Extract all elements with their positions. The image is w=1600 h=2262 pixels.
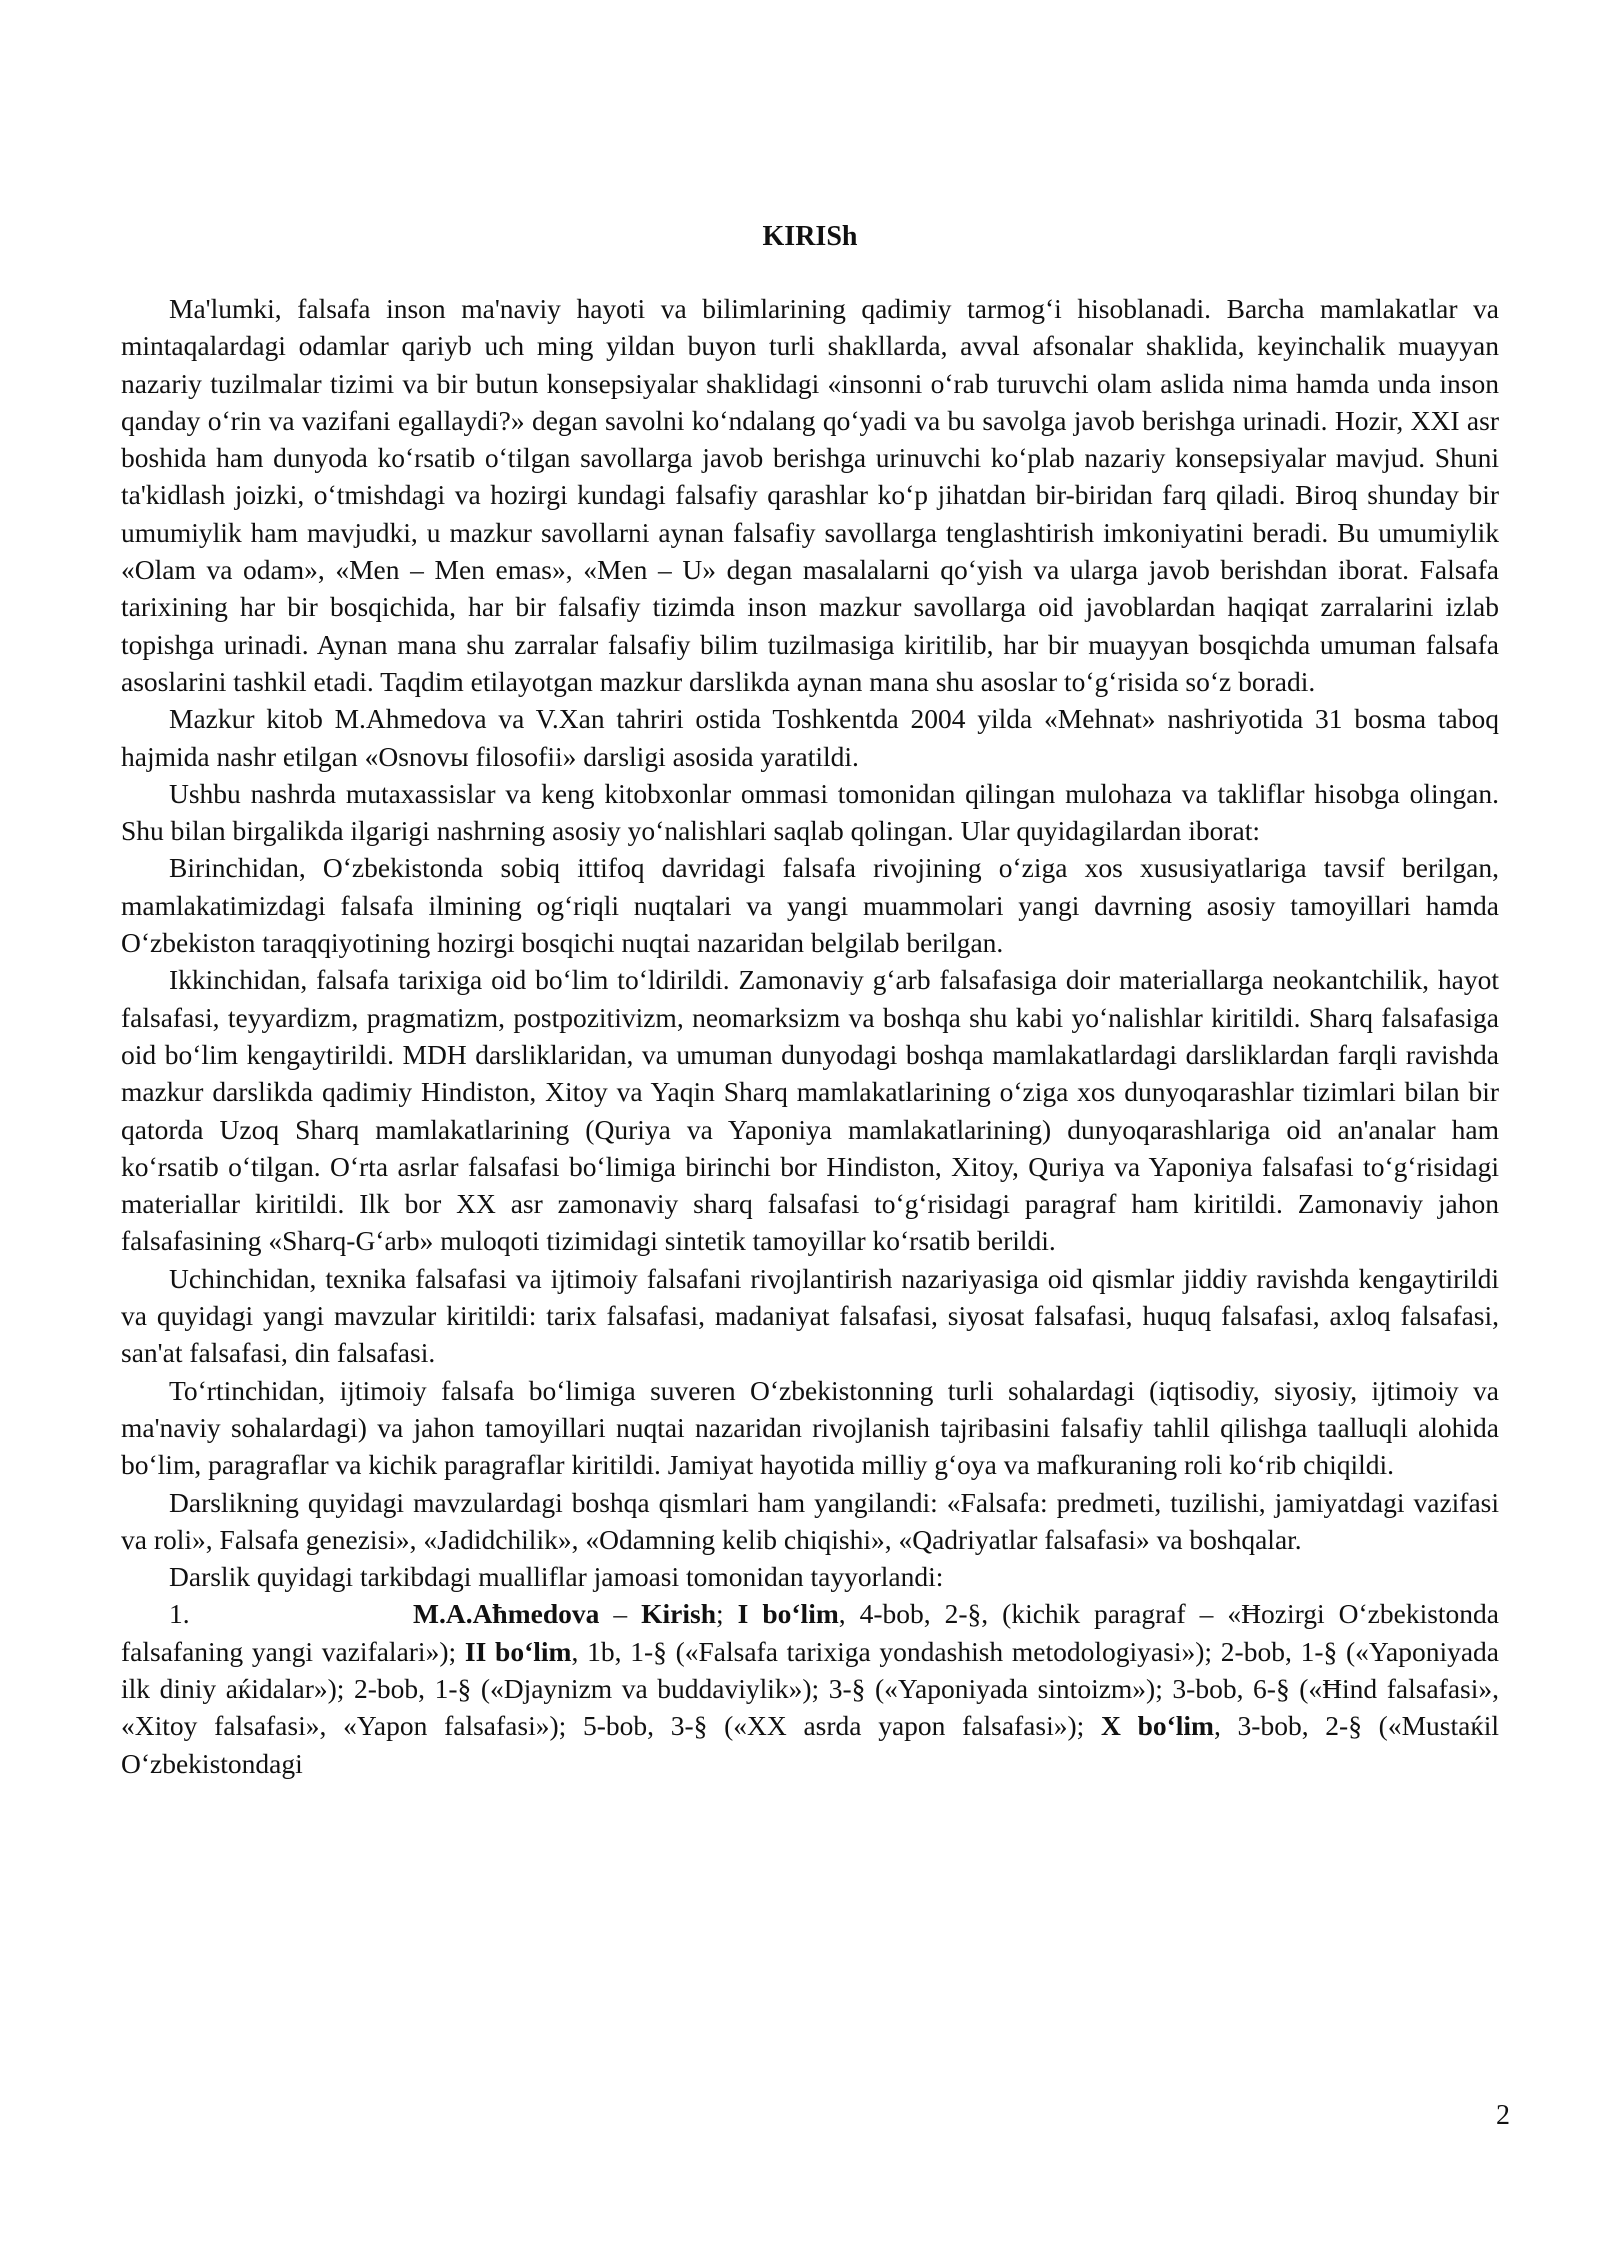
paragraph-edition-notes: Ushbu nashrda mutaxassislar va keng kitobxonlar ommasi tomonidan qilingan mulohaza va takliflar hisobga olingan. Shu bilan birgalikda ilgarigi nashrning asosiy yo‘nalishlari saqlab qolingan. Ular quyidagilardan iborat: — [121, 777, 1499, 847]
author-name: M.A.Aħmedova — [413, 1598, 600, 1630]
list-dash: – — [599, 1598, 642, 1630]
page-content — [121, 218, 1499, 1782]
paragraph-first: Birinchidan, O‘zbekistonda sobiq ittifoq davridagi falsafa rivojining o‘ziga xos xususiyatlariga tavsif berilgan, mamlakatimizdagi falsafa ilmining og‘riqli nuqtalari va yangi muammolari yangi davrning asosiy tamoyillari hamda O‘zbekiston taraqqiyotining hozirgi bosqichi nuqtai nazaridan belgilab berilgan. — [121, 852, 1499, 959]
paragraph-intro: Ma'lumki, falsafa inson ma'naviy hayoti va bilimlarining qadimiy tarmog‘i hisoblanadi. Barcha mamlakatlar va mintaqalardagi odamlar qariyb uch ming yildan buyon turli shakllarda, avval afsonalar shaklida, keyinchalik muayyan nazariy tuzilmalar tizimi va bir butun konsepsiyalar shaklidagi «insonni o‘rab turuvchi olam aslida nima hamda unda inson qanday o‘rin va vazifani egallaydi?» degan savolni ko‘ndalang qo‘yadi va bu savolga javob berishga urinadi. Hozir, XXI asr boshida ham dunyoda ko‘rsatib o‘tilgan savollarga javob berishga urinuvchi ko‘plab nazariy konsepsiyalar mavjud. Shuni ta'kidlash joizki, o‘tmishdagi va hozirgi kundagi falsafiy qarashlar ko‘p jihatdan bir-biridan farq qiladi. Biroq shunday bir umumiylik ham mavjudki, u mazkur savollarni aynan falsafiy savollarga tenglashtirish imkoniyatini beradi. Bu umumiylik «Olam va odam», «Men – Men emas», «Men – U» degan masalalarni qo‘yish va ularga javob berishdan iborat. Falsafa tarixining har bir bosqichida, har bir falsafiy tizimda inson mazkur savollarga oid javoblardan haqiqat zarralarini izlab topishga urinadi. Aynan mana shu zarralar falsafiy bilim tuzilmasiga kiritilib, har bir muayyan bosqichda umuman falsafa asoslarini tashkil etadi. Taqdim etilayotgan mazkur darslikda aynan mana shu asoslar to‘g‘risida so‘z boradi. — [121, 293, 1499, 697]
page-number: 2 — [1496, 2100, 1510, 2131]
part-ten-text: , 3-bob, 2-§ («Mustaќil O‘zbekistondagi — [121, 1710, 1499, 1779]
paragraph-second: Ikkinchidan, falsafa tarixiga oid bo‘lim to‘ldirildi. Zamonaviy g‘arb falsafasiga doir materiallarga neokantchilik, hayot falsafasi, teyyardizm, pragmatizm, postpozitivizm, neomarksizm va boshqa shu kabi yo‘nalishlar kiritildi. Sharq falsafasiga oid bo‘lim kengaytirildi. MDH darsliklaridan, va umuman dunyodagi boshqa mamlakatlardagi darsliklardan farqli ravishda mazkur darslikda qadimiy Hindiston, Xitoy va Yaqin Sharq mamlakatlarining o‘ziga xos dunyoqarashlar tizimlari bilan bir qatorda Uzoq Sharq mamlakatlarining (Quriya va Yaponiya mamlakatlarining) dunyoqarashlariga oid an'analar ham ko‘rsatib o‘tilgan. O‘rta asrlar falsafasi bo‘limiga birinchi bor Hindiston, Xitoy, Quriya va Yaponiya falsafasi to‘g‘risidagi materiallar kiritildi. Ilk bor XX asr zamonaviy sharq falsafasi to‘g‘risidagi paragraf ham kiritildi. Zamonaviy jahon falsafasining «Sharq-G‘arb» muloqoti tizimidagi sintetik tamoyillar ko‘rsatib berildi. — [121, 964, 1499, 1257]
part-one-label: I bo‘lim — [737, 1598, 839, 1630]
paragraph-third: Uchinchidan, texnika falsafasi va ijtimoiy falsafani rivojlantirish nazariyasiga oid qismlar jiddiy ravishda kengaytirildi va quyidagi yangi mavzular kiritildi: tarix falsafasi, madaniyat falsafasi, siyosat falsafasi, huquq falsafasi, axloq falsafasi, san'at falsafasi, din falsafasi. — [121, 1262, 1499, 1369]
part-two-label: II bo‘lim — [464, 1635, 572, 1667]
list-number: 1. — [169, 1598, 190, 1630]
paragraph-updated-topics: Darslikning quyidagi mavzulardagi boshqa qismlari ham yangilandi: «Falsafa: predmeti, tuzilishi, jamiyatdagi vazifasi va roli», Falsafa genezisi», «Jadidchilik», «Odamning kelib chiqishi», «Qadriyatlar falsafasi» va boshqalar. — [121, 1486, 1499, 1555]
part-one-text: , 4-bob, 2-§, (kichik paragraf – «Ħozirgi O‘zbekistonda falsafaning yangi vazifalari»); — [121, 1598, 1500, 1667]
list-separator: ; — [716, 1598, 738, 1630]
kirish-label: Kirish — [641, 1598, 717, 1630]
part-ten-label: X bo‘lim — [1101, 1710, 1214, 1742]
paragraph-authors-intro: Darslik quyidagi tarkibdagi mualliflar jamoasi tomonidan tayyorlandi: — [169, 1561, 944, 1593]
page-title: KIRISh — [762, 221, 858, 252]
paragraph-book-origin: Mazkur kitob M.Ahmedova va V.Xan tahriri ostida Toshkentda 2004 yilda «Mehnat» nashriyotida 31 bosma taboq hajmida nashr etilgan «Osnovы filosofii» darsligi asosida yaratildi. — [121, 703, 1499, 772]
author-list-item — [121, 1595, 1499, 1781]
part-two-text: , 1b, 1-§ («Falsafa tarixiga yondashish metodologiyasi»); 2-bob, 1-§ («Yaponiyada ilk diniy aќidalar»); 2-bob, 1-§ («Djaynizm va buddaviylik»); 3-§ («Yaponiyada sintoizm»); 3-bob, 6-§ («Ħind falsafasi», «Xitoy falsafasi», «Yapon falsafasi»); 5-bob, 3-§ («XX asrda yapon falsafasi»); — [121, 1635, 1500, 1742]
paragraph-fourth: To‘rtinchidan, ijtimoiy falsafa bo‘limiga suveren O‘zbekistonning turli sohalardagi (iqtisodiy, siyosiy, ijtimoiy va ma'naviy sohalardagi) va jahon tamoyillari nuqtai nazaridan rivojlanish tajribasini falsafiy tahlil qilishga taalluqli alohida bo‘lim, paragraflar va kichik paragraflar kiritildi. Jamiyat hayotida milliy g‘oya va mafkuraning roli ko‘rib chiqildi. — [121, 1374, 1499, 1481]
